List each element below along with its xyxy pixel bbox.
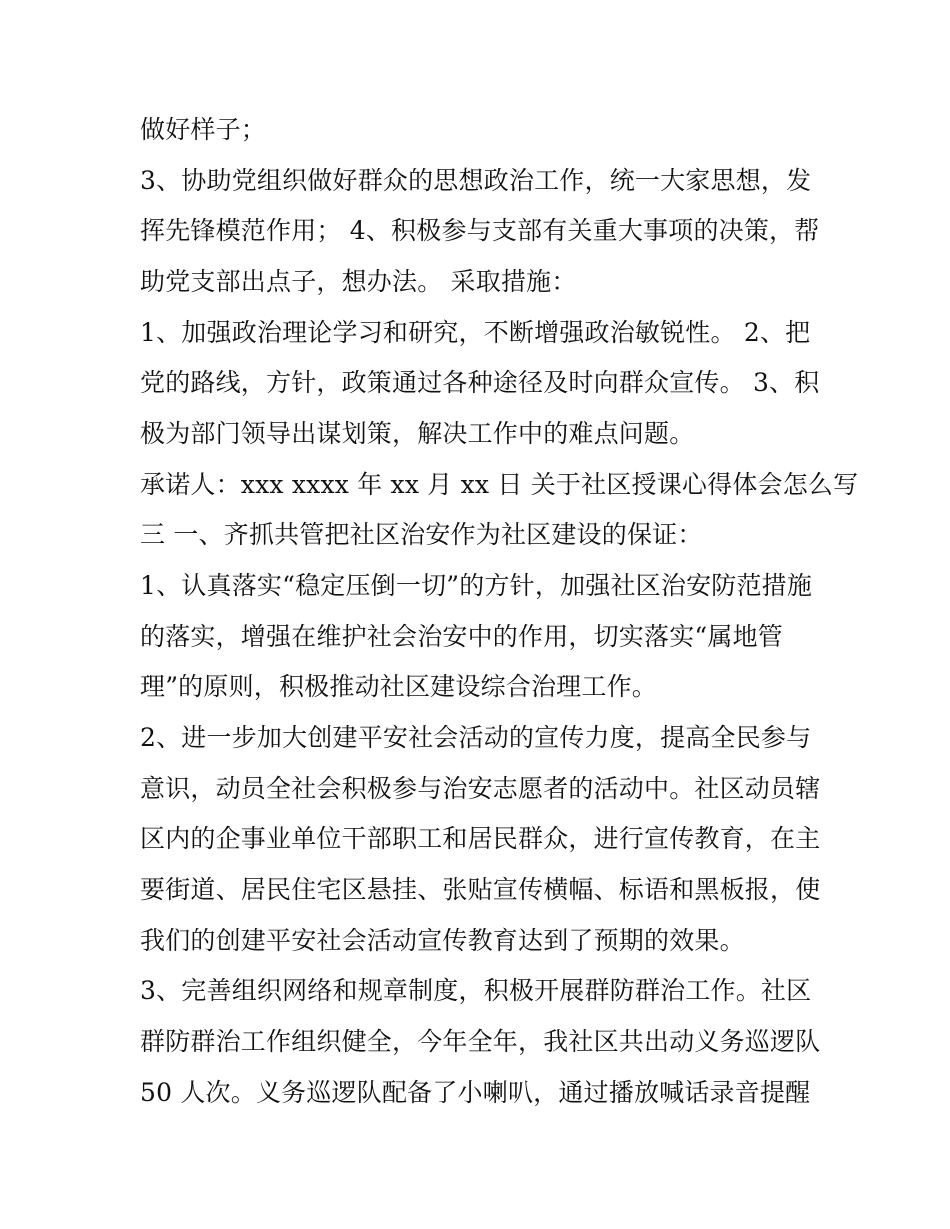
text-line: 我们的创建平安社会活动宣传教育达到了预期的效果。 xyxy=(140,926,745,955)
text-line: 要街道、居民住宅区悬挂、张贴宣传横幅、标语和黑板报，使 xyxy=(140,875,821,904)
text-line: 做好样子； xyxy=(140,115,267,144)
text-line: 3、完善组织网络和规章制度，积极开展群防群治工作。社区 xyxy=(140,976,812,1005)
text-line: 2、进一步加大创建平安社会活动的宣传力度，提高全民参与 xyxy=(140,723,812,752)
text-line: 党的路线，方针，政策通过各种途径及时向群众宣传。 3、积 xyxy=(140,368,820,397)
text-line: 理”的原则，积极推动社区建设综合治理工作。 xyxy=(140,672,657,701)
text-line: 群防群治工作组织健全，今年全年，我社区共出动义务巡逻队 xyxy=(140,1027,821,1056)
text-line: 挥先锋模范作用； 4、积极参与支部有关重大事项的决策，帮 xyxy=(140,216,820,245)
text-line: 1、认真落实“稳定压倒一切”的方针，加强社区治安防范措施 xyxy=(140,571,813,600)
text-line: 承诺人：xxx xxxx 年 xx 月 xx 日 关于社区授课心得体会怎么写 xyxy=(140,470,859,499)
text-line: 意识，动员全社会积极参与治安志愿者的活动中。社区动员辖 xyxy=(140,774,821,803)
text-line: 3、协助党组织做好群众的思想政治工作，统一大家思想，发 xyxy=(140,166,812,195)
text-line: 1、加强政治理论学习和研究，不断增强政治敏锐性。 2、把 xyxy=(140,318,811,347)
text-line: 三 一、齐抓共管把社区治安作为社区建设的保证： xyxy=(140,520,703,549)
text-line: 50 人次。义务巡逻队配备了小喇叭，通过播放喊话录音提醒 xyxy=(140,1078,811,1107)
text-line: 区内的企事业单位干部职工和居民群众，进行宣传教育，在主 xyxy=(140,824,821,853)
text-line: 极为部门领导出谋划策，解决工作中的难点问题。 xyxy=(140,419,695,448)
text-line: 的落实，增强在维护社会治安中的作用，切实落实“属地管 xyxy=(140,622,783,651)
text-line: 助党支部出点子，想办法。 采取措施： xyxy=(140,267,577,296)
